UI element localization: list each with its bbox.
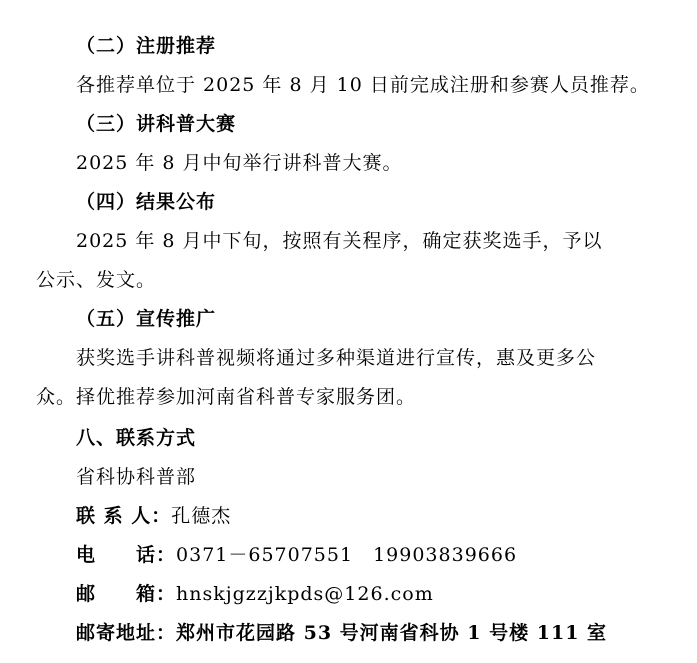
paragraph-results-line2: 公示、发文。 [36, 269, 157, 291]
section-heading-promotion: （五）宣传推广 [76, 308, 217, 330]
contact-phone-value: 0371－65707551 19903839666 [176, 544, 518, 566]
contact-email-row [76, 582, 434, 606]
paragraph-promotion-line1: 获奖选手讲科普视频将通过多种渠道进行宣传，惠及更多公 [76, 347, 597, 369]
contact-address-row [76, 621, 607, 645]
contact-address-value: 郑州市花园路 53 号河南省科协 1 号楼 111 室 [176, 622, 608, 644]
contact-person-row [76, 504, 231, 528]
paragraph-promotion-line2: 众。择优推荐参加河南省科普专家服务团。 [36, 386, 417, 408]
section-heading-results: （四）结果公布 [76, 191, 217, 213]
paragraph-results-line1: 2025 年 8 月中下旬，按照有关程序，确定获奖选手，予以 [76, 230, 603, 252]
contact-department: 省科协科普部 [76, 466, 197, 488]
contact-person-label: 联 系 人： [76, 505, 172, 527]
paragraph-contest: 2025 年 8 月中旬举行讲科普大赛。 [76, 152, 403, 174]
contact-person-value: 孔德杰 [171, 505, 232, 527]
contact-email-value: hnskjgzzjkpds@126.com [176, 583, 434, 605]
contact-heading: 八、联系方式 [76, 427, 197, 449]
paragraph-registration: 各推荐单位于 2025 年 8 月 10 日前完成注册和参赛人员推荐。 [76, 74, 650, 96]
contact-phone-row [76, 543, 517, 567]
section-heading-registration: （二）注册推荐 [76, 35, 217, 57]
contact-phone-label: 电 话： [76, 544, 177, 566]
contact-email-label: 邮 箱： [76, 583, 177, 605]
section-heading-contest: （三）讲科普大赛 [76, 113, 237, 135]
contact-address-label: 邮寄地址： [76, 622, 177, 644]
